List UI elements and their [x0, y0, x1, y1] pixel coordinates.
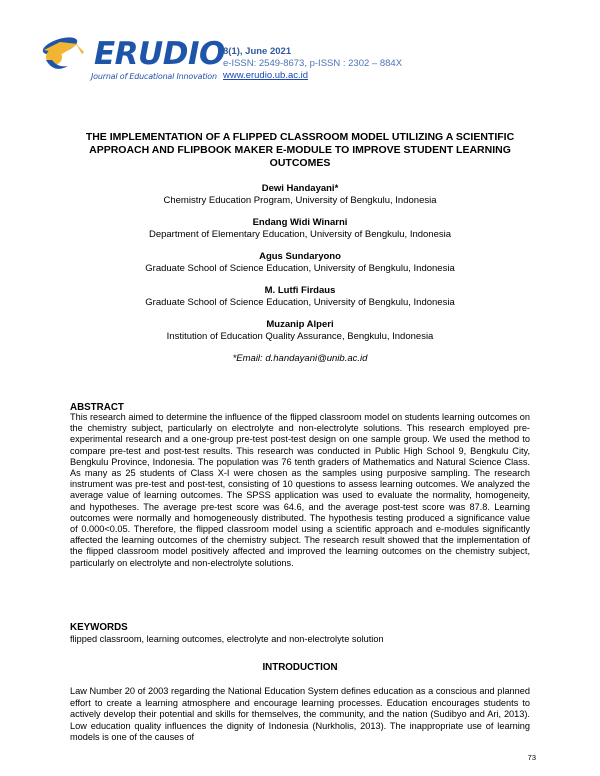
introduction-heading: INTRODUCTION — [262, 662, 338, 673]
author-block — [60, 285, 540, 309]
page-number: 73 — [527, 753, 536, 762]
issn-label: e-ISSN: 2549-8673, p-ISSN : 2302 – 884X — [223, 58, 403, 69]
author-block — [60, 251, 540, 275]
corresponding-email: *Email: d.handayani@unib.ac.id — [232, 353, 368, 364]
journal-info — [223, 46, 402, 82]
author-name: Endang Widi Winarni — [252, 217, 348, 228]
author-affiliation: Institution of Education Quality Assurance, Bengkulu, Indonesia — [166, 331, 434, 342]
keywords-text: flipped classroom, learning outcomes, electrolyte and non-electrolyte solution — [70, 634, 384, 644]
author-name: Muzanip Alperi — [266, 319, 334, 330]
author-name: Dewi Handayani* — [261, 183, 339, 194]
author-block — [60, 183, 540, 207]
author-affiliation: Department of Elementary Education, University of Bengkulu, Indonesia — [148, 229, 452, 240]
keywords-heading: KEYWORDS — [70, 622, 128, 633]
erudio-logo-icon — [38, 30, 98, 80]
author-affiliation: Chemistry Education Program, University of Bengkulu, Indonesia — [163, 195, 437, 206]
author-affiliation: Graduate School of Science Education, University of Bengkulu, Indonesia — [145, 297, 455, 308]
issue-label: 8(1), June 2021 — [223, 46, 292, 57]
author-name: Agus Sundaryono — [259, 251, 341, 262]
journal-url-link[interactable]: www.erudio.ub.ac.id — [223, 70, 309, 81]
abstract-heading: ABSTRACT — [70, 402, 124, 413]
author-block — [60, 319, 540, 343]
author-list — [60, 183, 540, 365]
logo-wordmark: ERUDIO — [94, 36, 225, 72]
author-name: M. Lutfi Firdaus — [264, 285, 336, 296]
introduction-text: Law Number 20 of 2003 regarding the National Education System defines education as a conscious and planned effort to create a learning atmosphere and encourage learning processes. Education encourages students to actively develop their potential and skills for themselves, the community, and the nation (Sudibyo and Ari, 2013). Low education quality influences the dignity of Indonesia (Nurkholis, 2013). The inappropriate use of learning models is one of the causes of — [70, 686, 530, 743]
author-block — [60, 217, 540, 241]
author-affiliation: Graduate School of Science Education, University of Bengkulu, Indonesia — [145, 263, 455, 274]
abstract-text: This research aimed to determine the influence of the flipped classroom model on students learning outcomes on the chemistry subject, particularly on electrolyte and non-electrolyte solutions. This research employed pre-experimental research and a one-group pre-test post-test design on one sample group. We used the method to compare pre-test and post-test results. This research was conducted in Public High School 9, Bengkulu City, Bengkulu Province, Indonesia. The population was 76 tenth graders of Mathematics and Natural Science Class. As many as 25 students of Class X-I were chosen as the samples using purposive sampling. The research instrument was pre-test and post-test, consisting of 10 questions to assess learning outcomes. We analyzed the average value of learning outcomes. The SPSS application was used to evaluate the normality, homogeneity, and hypotheses. The average pre-test score was 64.6, and the average post-test score was 87.8. Learning outcomes were normally and homogeneously distributed. The hypothesis testing produced a significance value of 0.000<0.05. Therefore, the flipped classroom model using a scientific approach and e-modules significantly affected the learning outcomes of the chemistry subject. The research result showed that the implementation of the flipped classroom model positively affected and improved the learning outcomes on the chemistry subject, particularly on electrolyte and non-electrolyte solutions. — [70, 412, 530, 568]
logo-subtitle: Journal of Educational Innovation — [91, 72, 217, 81]
paper-title: THE IMPLEMENTATION OF A FLIPPED CLASSROOM MODEL UTILIZING A SCIENTIFIC APPROACH AND FLIPBOOK MAKER E-MODULE TO IMPROVE STUDENT LEARNING OUTCOMES — [85, 131, 515, 169]
